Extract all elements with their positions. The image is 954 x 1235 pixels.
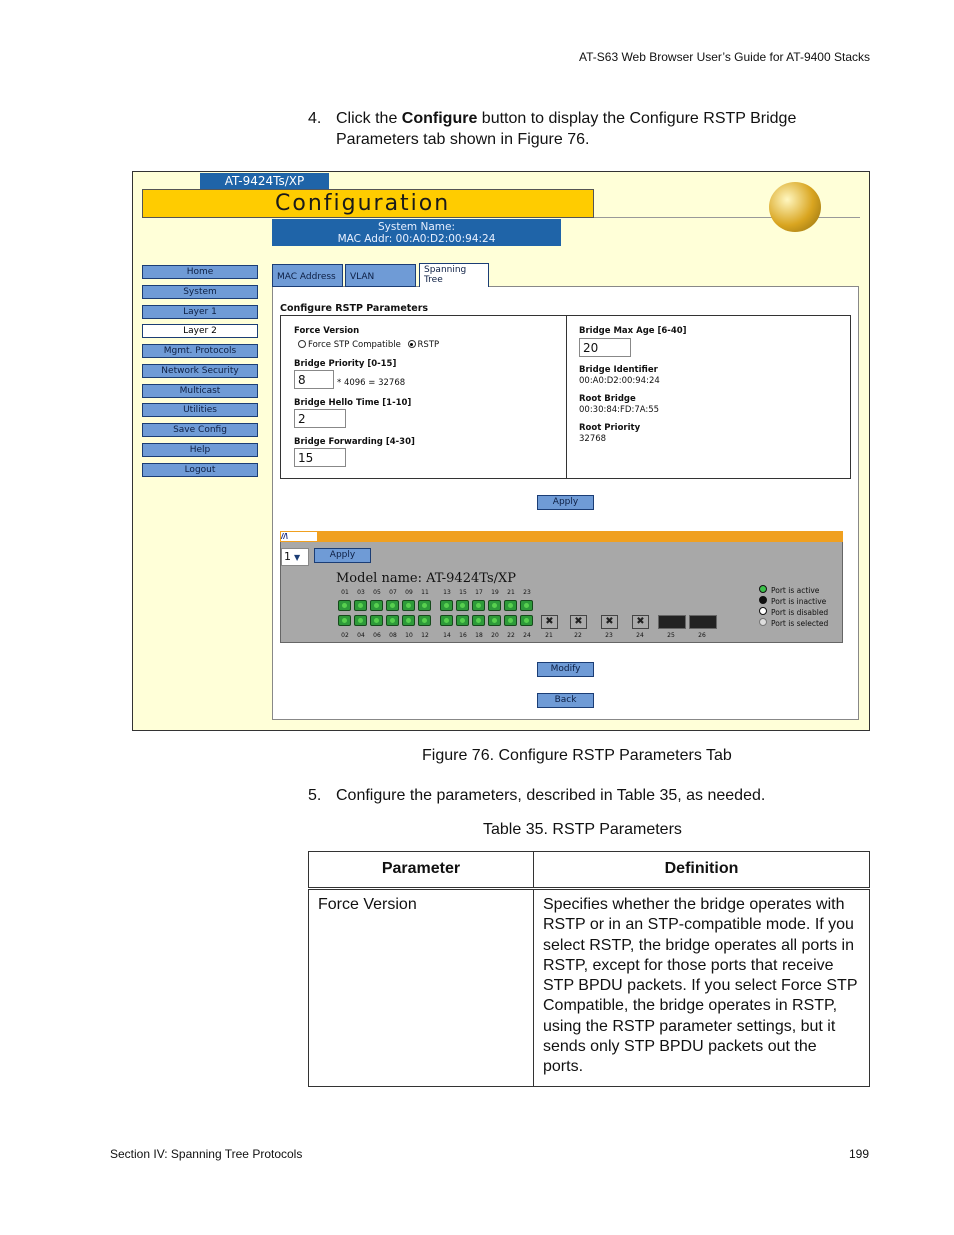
port-label: 02 xyxy=(341,632,349,639)
port-03[interactable] xyxy=(354,600,367,611)
bridge-priority-calc: * 4096 = 32768 xyxy=(337,378,406,388)
port-label: 04 xyxy=(357,632,365,639)
unit-select-value: 1 xyxy=(284,550,291,563)
figure-screenshot xyxy=(132,171,870,731)
page-title: Configuration xyxy=(275,191,451,216)
port-13[interactable] xyxy=(440,600,453,611)
unit-select[interactable] xyxy=(281,548,309,566)
uplink-port-23[interactable]: ✖ xyxy=(601,615,618,629)
unit-apply-button[interactable]: Apply xyxy=(314,548,371,563)
figure-caption: Figure 76. Configure RSTP Parameters Tab xyxy=(422,747,732,764)
system-info-box xyxy=(272,219,561,246)
port-label: 25 xyxy=(667,632,675,639)
parameters-table xyxy=(308,851,870,1087)
port-label: 23 xyxy=(523,589,531,596)
device-label: AT-9424Ts/XP xyxy=(200,173,329,189)
port-label: 24 xyxy=(636,632,644,639)
force-version-radios xyxy=(298,340,439,350)
port-14[interactable] xyxy=(440,615,453,626)
running-header: AT-S63 Web Browser User’s Guide for AT-9400 Stacks xyxy=(578,50,870,64)
port-label: 23 xyxy=(605,632,613,639)
step-text: Click the Configure button to display the Configure RSTP Bridge Parameters tab shown in Figure 76. xyxy=(336,110,797,148)
port-label: 12 xyxy=(421,632,429,639)
configure-keyword: Configure xyxy=(401,110,478,127)
uplink-port-25[interactable] xyxy=(658,615,686,629)
port-11[interactable] xyxy=(418,600,431,611)
back-button[interactable]: Back xyxy=(537,693,594,708)
step-4 xyxy=(308,108,868,152)
port-label: 17 xyxy=(475,589,483,596)
switch-top-bar xyxy=(280,531,843,542)
step-text: Configure the parameters, described in Table 35, as needed. xyxy=(336,787,766,804)
footer-section: Section IV: Spanning Tree Protocols xyxy=(110,1147,303,1161)
port-label: 08 xyxy=(389,632,397,639)
port-label: 20 xyxy=(491,632,499,639)
model-name: Model name: AT-9424Ts/XP xyxy=(336,571,517,586)
nav-layer1-button[interactable]: Layer 1 xyxy=(142,305,258,319)
port-label: 21 xyxy=(545,632,553,639)
section-title: Configure RSTP Parameters xyxy=(280,303,429,314)
port-18[interactable] xyxy=(472,615,485,626)
apply-button[interactable]: Apply xyxy=(537,495,594,510)
port-label: 16 xyxy=(459,632,467,639)
tab-label-line1: Spanning xyxy=(424,265,467,275)
params-divider xyxy=(566,315,567,479)
port-label: 10 xyxy=(405,632,413,639)
port-22[interactable] xyxy=(504,615,517,626)
port-08[interactable] xyxy=(386,615,399,626)
root-bridge-label: Root Bridge xyxy=(579,394,636,404)
bridge-priority-input[interactable]: 8 xyxy=(294,370,334,389)
port-label: 26 xyxy=(698,632,706,639)
port-label: 24 xyxy=(523,632,531,639)
port-02[interactable] xyxy=(338,615,351,626)
cell-definition: Specifies whether the bridge operates with RSTP or in an STP-compatible mode. If you select RSTP, the bridge operates all ports in RSTP, except for those ports that receive STP BPDU packets. If you select Force STP Compatible, the bridge operates in RSTP, using the RSTP parameter settings, but it sends only STP BPDU packets out the ports. xyxy=(534,889,870,1087)
radio-force-stp-label: Force STP Compatible xyxy=(308,340,401,350)
legend-disabled-label: Port is disabled xyxy=(771,608,829,617)
hello-time-label: Bridge Hello Time [1-10] xyxy=(294,398,412,408)
modify-button[interactable]: Modify xyxy=(537,662,594,677)
tab-vlan[interactable]: VLAN xyxy=(345,264,416,287)
nav-layer2-button[interactable]: Layer 2 xyxy=(142,324,258,338)
radio-force-stp[interactable] xyxy=(298,340,306,348)
footer-page-number: 199 xyxy=(848,1147,869,1161)
port-01[interactable] xyxy=(338,600,351,611)
nav-network-security-button[interactable]: Network Security xyxy=(142,364,258,378)
port-label: 22 xyxy=(574,632,582,639)
tab-spanning-tree[interactable] xyxy=(419,263,489,287)
port-label: 05 xyxy=(373,589,381,596)
uplink-port-21[interactable]: ✖ xyxy=(541,615,558,629)
bridge-id-value: 00:A0:D2:00:94:24 xyxy=(579,376,660,386)
port-17[interactable] xyxy=(472,600,485,611)
max-age-label: Bridge Max Age [6-40] xyxy=(579,326,687,336)
port-23[interactable] xyxy=(520,600,533,611)
system-name: System Name: xyxy=(377,221,455,233)
root-priority-value: 32768 xyxy=(579,434,607,444)
port-20[interactable] xyxy=(488,615,501,626)
port-12[interactable] xyxy=(418,615,431,626)
legend-disabled-icon xyxy=(759,607,767,615)
root-priority-label: Root Priority xyxy=(579,423,641,433)
port-label: 03 xyxy=(357,589,365,596)
port-label: 11 xyxy=(421,589,429,596)
port-label: 09 xyxy=(405,589,413,596)
radio-rstp-label: RSTP xyxy=(417,340,440,350)
nav-mgmt-protocols-button[interactable]: Mgmt. Protocols xyxy=(142,344,258,358)
uplink-port-24[interactable]: ✖ xyxy=(632,615,649,629)
table-row xyxy=(309,889,870,1087)
port-label: 06 xyxy=(373,632,381,639)
port-label: 13 xyxy=(443,589,451,596)
tab-mac-address[interactable]: MAC Address xyxy=(272,264,343,287)
legend-inactive-label: Port is inactive xyxy=(771,597,827,606)
port-09[interactable] xyxy=(402,600,415,611)
port-19[interactable] xyxy=(488,600,501,611)
tab-label-line2: Tree xyxy=(424,275,443,285)
legend-active-icon xyxy=(759,585,767,593)
port-label: 01 xyxy=(341,589,349,596)
legend-active-label: Port is active xyxy=(771,586,820,595)
table-header-row xyxy=(309,852,870,889)
port-label: 07 xyxy=(389,589,397,596)
port-label: 15 xyxy=(459,589,467,596)
cell-parameter: Force Version xyxy=(309,889,534,1087)
nav-utilities-button[interactable]: Utilities xyxy=(142,403,258,417)
port-16[interactable] xyxy=(456,615,469,626)
brand-logo-icon: //\ xyxy=(281,532,317,541)
force-version-label: Force Version xyxy=(294,326,360,336)
nav-home-button[interactable]: Home xyxy=(142,265,258,279)
chevron-down-icon: ▼ xyxy=(294,553,301,562)
globe-logo-icon xyxy=(769,182,821,232)
legend-inactive-icon xyxy=(759,596,767,604)
column-header-parameter: Parameter xyxy=(309,852,534,889)
forwarding-input[interactable]: 15 xyxy=(294,448,346,467)
port-07[interactable] xyxy=(386,600,399,611)
port-24[interactable] xyxy=(520,615,533,626)
uplink-port-26[interactable] xyxy=(689,615,717,629)
port-label: 22 xyxy=(507,632,515,639)
hello-time-input[interactable]: 2 xyxy=(294,409,346,428)
port-label: 21 xyxy=(507,589,515,596)
port-05[interactable] xyxy=(370,600,383,611)
legend-selected-icon xyxy=(759,618,767,626)
column-header-definition: Definition xyxy=(534,852,870,889)
step-number: 5. xyxy=(308,787,322,804)
nav-multicast-button[interactable]: Multicast xyxy=(142,384,258,398)
port-04[interactable] xyxy=(354,615,367,626)
port-10[interactable] xyxy=(402,615,415,626)
nav-save-config-button[interactable]: Save Config xyxy=(142,423,258,437)
legend-selected-label: Port is selected xyxy=(771,619,829,628)
forwarding-label: Bridge Forwarding [4-30] xyxy=(294,437,415,447)
port-label: 19 xyxy=(491,589,499,596)
port-06[interactable] xyxy=(370,615,383,626)
mac-address: MAC Addr: 00:A0:D2:00:94:24 xyxy=(337,233,496,245)
root-bridge-value: 00:30:84:FD:7A:55 xyxy=(579,405,660,415)
table-title: Table 35. RSTP Parameters xyxy=(483,821,682,838)
max-age-input[interactable]: 20 xyxy=(579,338,631,357)
nav-help-button[interactable]: Help xyxy=(142,443,258,457)
nav-logout-button[interactable]: Logout xyxy=(142,463,258,477)
step-number: 4. xyxy=(308,110,322,127)
port-15[interactable] xyxy=(456,600,469,611)
port-label: 14 xyxy=(443,632,451,639)
title-rule xyxy=(594,217,860,218)
port-label: 18 xyxy=(475,632,483,639)
radio-rstp[interactable] xyxy=(408,340,416,348)
bridge-id-label: Bridge Identifier xyxy=(579,365,658,375)
uplink-port-22[interactable]: ✖ xyxy=(570,615,587,629)
bridge-priority-label: Bridge Priority [0-15] xyxy=(294,359,397,369)
step-5 xyxy=(308,785,868,807)
nav-system-button[interactable]: System xyxy=(142,285,258,299)
port-21[interactable] xyxy=(504,600,517,611)
